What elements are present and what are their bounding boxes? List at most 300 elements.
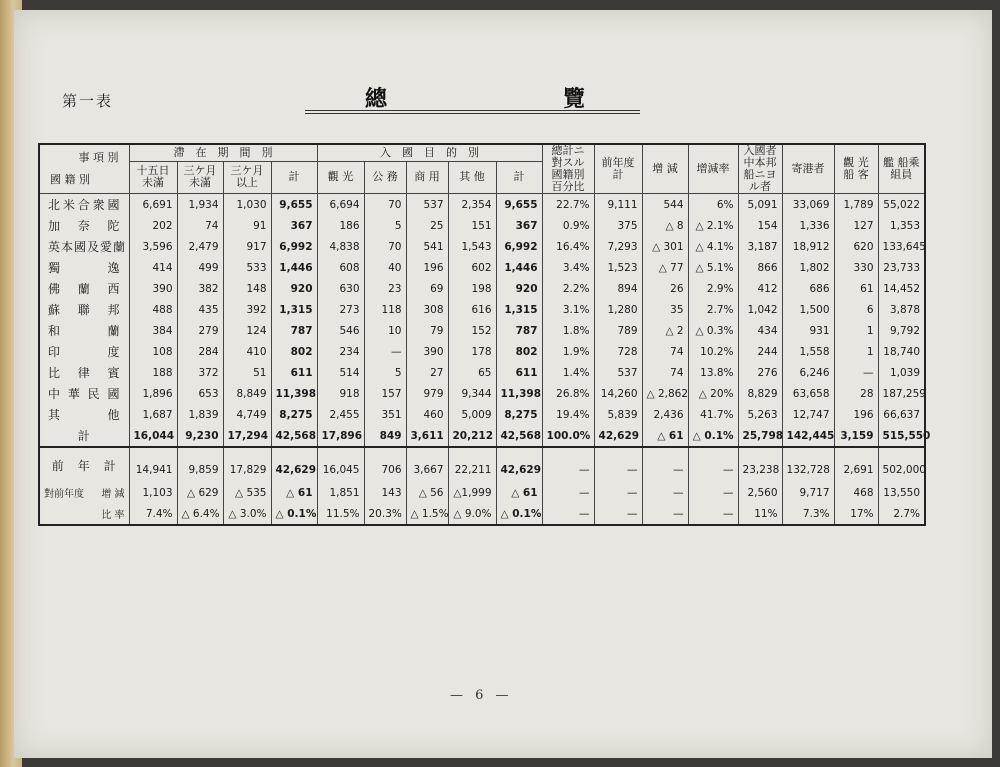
table-cell: 65 bbox=[448, 362, 496, 383]
table-cell: 351 bbox=[364, 404, 406, 425]
table-cell: 17% bbox=[834, 503, 878, 525]
table-cell: 4,749 bbox=[223, 404, 271, 425]
table-cell: 91 bbox=[223, 215, 271, 236]
row-label: 蘇聯邦 bbox=[39, 299, 129, 320]
table-cell: 382 bbox=[177, 278, 223, 299]
table-cell: 1 bbox=[834, 320, 878, 341]
country-row bbox=[39, 215, 925, 236]
table-cell: 276 bbox=[738, 362, 782, 383]
table-cell: 917 bbox=[223, 236, 271, 257]
crew-header: 艦 船乘組員 bbox=[878, 144, 925, 194]
table-cell: △ 301 bbox=[642, 236, 688, 257]
table-cell: △ 0.1% bbox=[688, 425, 738, 447]
japanese-ship-header: 入國者中本邦船ニヨル者 bbox=[738, 144, 782, 194]
table-cell: 920 bbox=[496, 278, 542, 299]
table-cell: △ 0.1% bbox=[271, 503, 317, 525]
table-cell: 894 bbox=[594, 278, 642, 299]
table-cell: 202 bbox=[129, 215, 177, 236]
row-label: 計 bbox=[39, 425, 129, 447]
table-cell: △ 61 bbox=[271, 482, 317, 503]
table-cell: 9,655 bbox=[271, 194, 317, 216]
table-cell: 3,596 bbox=[129, 236, 177, 257]
table-cell: 8,849 bbox=[223, 383, 271, 404]
table-cell: 42,629 bbox=[271, 447, 317, 482]
table-cell: 7,293 bbox=[594, 236, 642, 257]
table-cell: 412 bbox=[738, 278, 782, 299]
table-cell: 544 bbox=[642, 194, 688, 216]
purpose-group-header: 入 國 目 的 別 bbox=[317, 144, 542, 161]
table-cell: 686 bbox=[782, 278, 834, 299]
table-cell: — bbox=[834, 362, 878, 383]
table-cell: △ 20% bbox=[688, 383, 738, 404]
table-cell: 367 bbox=[496, 215, 542, 236]
table-cell: 2,691 bbox=[834, 447, 878, 482]
table-cell: 17,294 bbox=[223, 425, 271, 447]
table-cell: 152 bbox=[448, 320, 496, 341]
compare-label bbox=[39, 503, 129, 525]
table-cell: 3,611 bbox=[406, 425, 448, 447]
table-cell: 602 bbox=[448, 257, 496, 278]
table-cell: △ 61 bbox=[496, 482, 542, 503]
table-cell: 390 bbox=[129, 278, 177, 299]
table-cell: 787 bbox=[496, 320, 542, 341]
table-cell: 133,645 bbox=[878, 236, 925, 257]
table-cell: 460 bbox=[406, 404, 448, 425]
table-cell: 11,398 bbox=[271, 383, 317, 404]
table-cell: 802 bbox=[496, 341, 542, 362]
table-cell: 414 bbox=[129, 257, 177, 278]
table-cell: 2.9% bbox=[688, 278, 738, 299]
row-label: 加奈陀 bbox=[39, 215, 129, 236]
table-cell: 9,655 bbox=[496, 194, 542, 216]
table-cell: 8,829 bbox=[738, 383, 782, 404]
table-cell: 918 bbox=[317, 383, 364, 404]
table-cell: 143 bbox=[364, 482, 406, 503]
corner-header-bottom: 國 籍 別 bbox=[50, 173, 90, 186]
table-cell: 6,691 bbox=[129, 194, 177, 216]
table-cell: 148 bbox=[223, 278, 271, 299]
table-cell: 849 bbox=[364, 425, 406, 447]
table-cell: 28 bbox=[834, 383, 878, 404]
compare-sub-label: 比 率 bbox=[101, 510, 125, 521]
table-cell: 1.9% bbox=[542, 341, 594, 362]
country-row bbox=[39, 341, 925, 362]
table-cell: 2,436 bbox=[642, 404, 688, 425]
stay-col-total: 計 bbox=[271, 161, 317, 193]
table-cell: 284 bbox=[177, 341, 223, 362]
table-cell: 154 bbox=[738, 215, 782, 236]
country-row bbox=[39, 320, 925, 341]
table-cell: 273 bbox=[317, 299, 364, 320]
table-cell: 367 bbox=[271, 215, 317, 236]
table-cell: 118 bbox=[364, 299, 406, 320]
table-cell: 1,687 bbox=[129, 404, 177, 425]
table-cell: △ 2 bbox=[642, 320, 688, 341]
table-cell: 25,798 bbox=[738, 425, 782, 447]
table-cell: 802 bbox=[271, 341, 317, 362]
table-cell: 17,829 bbox=[223, 447, 271, 482]
table-cell: 61 bbox=[834, 278, 878, 299]
table-cell: 9,344 bbox=[448, 383, 496, 404]
table-cell: 74 bbox=[642, 341, 688, 362]
table-cell: — bbox=[542, 503, 594, 525]
table-cell: △ 0.1% bbox=[496, 503, 542, 525]
table-cell: 1,042 bbox=[738, 299, 782, 320]
increase-header: 增 減 bbox=[642, 144, 688, 194]
table-cell: △ 2,862 bbox=[642, 383, 688, 404]
tourist-ship-header: 觀 光船 客 bbox=[834, 144, 878, 194]
country-row bbox=[39, 194, 925, 216]
table-cell: 23,733 bbox=[878, 257, 925, 278]
table-cell: 16,044 bbox=[129, 425, 177, 447]
table-cell: 372 bbox=[177, 362, 223, 383]
table-cell: 8,275 bbox=[271, 404, 317, 425]
table-cell: △ 5.1% bbox=[688, 257, 738, 278]
table-cell: — bbox=[542, 447, 594, 482]
table-cell: — bbox=[688, 503, 738, 525]
table-cell: 787 bbox=[271, 320, 317, 341]
table-cell: 1,103 bbox=[129, 482, 177, 503]
purpose-col-total: 計 bbox=[496, 161, 542, 193]
table-cell: 5,263 bbox=[738, 404, 782, 425]
table-cell: 108 bbox=[129, 341, 177, 362]
table-cell: 1,851 bbox=[317, 482, 364, 503]
row-label: 比律賓 bbox=[39, 362, 129, 383]
table-cell: 931 bbox=[782, 320, 834, 341]
table-cell: 1 bbox=[834, 341, 878, 362]
title-underline bbox=[305, 110, 640, 111]
table-cell: 6,992 bbox=[496, 236, 542, 257]
table-cell: 2,455 bbox=[317, 404, 364, 425]
table-cell: — bbox=[688, 447, 738, 482]
country-row bbox=[39, 299, 925, 320]
table-cell: 22,211 bbox=[448, 447, 496, 482]
table-cell: 16,045 bbox=[317, 447, 364, 482]
table-cell: 6% bbox=[688, 194, 738, 216]
table-cell: 1,896 bbox=[129, 383, 177, 404]
table-cell: 1,315 bbox=[271, 299, 317, 320]
table-cell: 127 bbox=[834, 215, 878, 236]
table-cell: 3.4% bbox=[542, 257, 594, 278]
table-cell: △ 77 bbox=[642, 257, 688, 278]
country-row bbox=[39, 404, 925, 425]
table-cell: 1,839 bbox=[177, 404, 223, 425]
row-label: 佛蘭西 bbox=[39, 278, 129, 299]
table-cell: 63,658 bbox=[782, 383, 834, 404]
table-cell: 541 bbox=[406, 236, 448, 257]
table-cell: 728 bbox=[594, 341, 642, 362]
table-cell: 5,091 bbox=[738, 194, 782, 216]
table-cell: 1,523 bbox=[594, 257, 642, 278]
table-cell: 1,500 bbox=[782, 299, 834, 320]
table-cell: 1,802 bbox=[782, 257, 834, 278]
table-cell: 502,000 bbox=[878, 447, 925, 482]
table-cell: 100.0% bbox=[542, 425, 594, 447]
table-cell: 196 bbox=[406, 257, 448, 278]
table-cell: 41.7% bbox=[688, 404, 738, 425]
table-cell: △ 2.1% bbox=[688, 215, 738, 236]
table-cell: 630 bbox=[317, 278, 364, 299]
table-cell: 330 bbox=[834, 257, 878, 278]
table-cell: 14,941 bbox=[129, 447, 177, 482]
total-row bbox=[39, 425, 925, 447]
table-cell: 19.4% bbox=[542, 404, 594, 425]
table-cell: — bbox=[542, 482, 594, 503]
row-label: 印度 bbox=[39, 341, 129, 362]
table-cell: 42,568 bbox=[496, 425, 542, 447]
table-cell: 6,694 bbox=[317, 194, 364, 216]
table-cell: 132,728 bbox=[782, 447, 834, 482]
stay-col-1: 十五日未滿 bbox=[129, 161, 177, 193]
table-cell: 611 bbox=[496, 362, 542, 383]
table-cell: 979 bbox=[406, 383, 448, 404]
table-cell: — bbox=[594, 503, 642, 525]
table-cell: 3,187 bbox=[738, 236, 782, 257]
table-cell: 789 bbox=[594, 320, 642, 341]
row-label: 北米合衆國 bbox=[39, 194, 129, 216]
table-cell: 499 bbox=[177, 257, 223, 278]
table-cell: 3,159 bbox=[834, 425, 878, 447]
table-cell: — bbox=[642, 482, 688, 503]
table-cell: 537 bbox=[406, 194, 448, 216]
table-cell: 1,543 bbox=[448, 236, 496, 257]
table-cell: 1.8% bbox=[542, 320, 594, 341]
table-cell: 5 bbox=[364, 215, 406, 236]
table-cell: 42,629 bbox=[496, 447, 542, 482]
compare-sub-label: 增 減 bbox=[101, 489, 125, 500]
table-cell: 2,479 bbox=[177, 236, 223, 257]
table-cell: 468 bbox=[834, 482, 878, 503]
table-cell: 25 bbox=[406, 215, 448, 236]
title-char-2: 覽 bbox=[562, 86, 585, 112]
corner-header-top: 事 項 別 bbox=[78, 151, 119, 164]
table-cell: 234 bbox=[317, 341, 364, 362]
stay-period-group-header: 滯 在 期 間 別 bbox=[129, 144, 317, 161]
table-cell: 187,259 bbox=[878, 383, 925, 404]
table-cell: 55,022 bbox=[878, 194, 925, 216]
table-cell: △ 9.0% bbox=[448, 503, 496, 525]
row-label: 其他 bbox=[39, 404, 129, 425]
table-cell: 51 bbox=[223, 362, 271, 383]
table-cell: 35 bbox=[642, 299, 688, 320]
table-cell: 74 bbox=[177, 215, 223, 236]
table-cell: 12,747 bbox=[782, 404, 834, 425]
table-cell: 7.3% bbox=[782, 503, 834, 525]
percentage-header: 總計ニ對スル國籍別百分比 bbox=[542, 144, 594, 194]
compare-group-label: 對前年度 bbox=[44, 489, 84, 500]
table-cell: 537 bbox=[594, 362, 642, 383]
table-cell: 1,030 bbox=[223, 194, 271, 216]
page-title bbox=[305, 82, 645, 113]
table-cell: 66,637 bbox=[878, 404, 925, 425]
table-cell: 611 bbox=[271, 362, 317, 383]
table-cell: 410 bbox=[223, 341, 271, 362]
prev-year-header: 前年度計 bbox=[594, 144, 642, 194]
table-cell: 435 bbox=[177, 299, 223, 320]
table-cell: 124 bbox=[223, 320, 271, 341]
table-cell: 26.8% bbox=[542, 383, 594, 404]
table-cell: 6 bbox=[834, 299, 878, 320]
table-cell: 1,446 bbox=[271, 257, 317, 278]
compare-row-inc bbox=[39, 482, 925, 503]
table-cell: 0.9% bbox=[542, 215, 594, 236]
table-cell: 1,039 bbox=[878, 362, 925, 383]
table-cell: 7.4% bbox=[129, 503, 177, 525]
table-cell: 488 bbox=[129, 299, 177, 320]
table-cell: 42,629 bbox=[594, 425, 642, 447]
table-cell: 1,789 bbox=[834, 194, 878, 216]
table-label: 第一表 bbox=[62, 92, 114, 110]
table-cell: △ 3.0% bbox=[223, 503, 271, 525]
stay-col-3: 三ケ月以上 bbox=[223, 161, 271, 193]
table-cell: 3.1% bbox=[542, 299, 594, 320]
table-cell: 2.7% bbox=[878, 503, 925, 525]
compare-label bbox=[39, 482, 129, 503]
table-cell: — bbox=[594, 447, 642, 482]
table-cell: 2.7% bbox=[688, 299, 738, 320]
table-cell: 188 bbox=[129, 362, 177, 383]
table-cell: 390 bbox=[406, 341, 448, 362]
table-cell: △ 4.1% bbox=[688, 236, 738, 257]
table-cell: — bbox=[642, 447, 688, 482]
table-cell: 151 bbox=[448, 215, 496, 236]
table-cell: 14,260 bbox=[594, 383, 642, 404]
row-label: 中華民國 bbox=[39, 383, 129, 404]
table-cell: 11.5% bbox=[317, 503, 364, 525]
table-cell: 1,315 bbox=[496, 299, 542, 320]
table-cell: 1,280 bbox=[594, 299, 642, 320]
table-cell: 2,560 bbox=[738, 482, 782, 503]
table-cell: 16.4% bbox=[542, 236, 594, 257]
table-cell: 546 bbox=[317, 320, 364, 341]
table-cell: 515,550 bbox=[878, 425, 925, 447]
table-cell: 8,275 bbox=[496, 404, 542, 425]
table-cell: 79 bbox=[406, 320, 448, 341]
table-cell: 866 bbox=[738, 257, 782, 278]
table-cell: 384 bbox=[129, 320, 177, 341]
table-cell: △ 1.5% bbox=[406, 503, 448, 525]
rate-header: 增減率 bbox=[688, 144, 738, 194]
row-label: 和蘭 bbox=[39, 320, 129, 341]
table-cell: 18,912 bbox=[782, 236, 834, 257]
table-cell: 69 bbox=[406, 278, 448, 299]
table-cell: 3,667 bbox=[406, 447, 448, 482]
table-cell: 1,558 bbox=[782, 341, 834, 362]
port-call-header: 寄港者 bbox=[782, 144, 834, 194]
table-cell: 20,212 bbox=[448, 425, 496, 447]
table-cell: 706 bbox=[364, 447, 406, 482]
table-cell: 40 bbox=[364, 257, 406, 278]
table-cell: 4,838 bbox=[317, 236, 364, 257]
country-row bbox=[39, 383, 925, 404]
table-cell: 186 bbox=[317, 215, 364, 236]
table-cell: 608 bbox=[317, 257, 364, 278]
table-cell: 23 bbox=[364, 278, 406, 299]
table-cell: 18,740 bbox=[878, 341, 925, 362]
table-cell: 1,336 bbox=[782, 215, 834, 236]
table-cell: 142,445 bbox=[782, 425, 834, 447]
table-cell: 5,009 bbox=[448, 404, 496, 425]
table-cell: 10.2% bbox=[688, 341, 738, 362]
table-cell: △ 6.4% bbox=[177, 503, 223, 525]
table-cell: 1.4% bbox=[542, 362, 594, 383]
table-cell: 178 bbox=[448, 341, 496, 362]
table-cell: 23,238 bbox=[738, 447, 782, 482]
purpose-col-4: 其 他 bbox=[448, 161, 496, 193]
table-cell: 1,353 bbox=[878, 215, 925, 236]
table-cell: — bbox=[688, 482, 738, 503]
compare-row-rate bbox=[39, 503, 925, 525]
table-cell: — bbox=[594, 482, 642, 503]
table-cell: 74 bbox=[642, 362, 688, 383]
country-row bbox=[39, 278, 925, 299]
table-cell: 70 bbox=[364, 194, 406, 216]
overview-table bbox=[38, 143, 931, 526]
table-cell: 14,452 bbox=[878, 278, 925, 299]
row-label: 前 年 計 bbox=[39, 447, 129, 482]
table-cell: 1,446 bbox=[496, 257, 542, 278]
table-cell: 9,230 bbox=[177, 425, 223, 447]
table-cell: 2,354 bbox=[448, 194, 496, 216]
table-cell: △ 61 bbox=[642, 425, 688, 447]
page-number: — 6 — bbox=[450, 688, 513, 703]
table-cell: 20.3% bbox=[364, 503, 406, 525]
table-cell: 9,717 bbox=[782, 482, 834, 503]
country-row bbox=[39, 257, 925, 278]
table-cell: 616 bbox=[448, 299, 496, 320]
table-cell: 42,568 bbox=[271, 425, 317, 447]
purpose-col-3: 商 用 bbox=[406, 161, 448, 193]
table-cell: △ 0.3% bbox=[688, 320, 738, 341]
purpose-col-2: 公 務 bbox=[364, 161, 406, 193]
table-cell: 1,934 bbox=[177, 194, 223, 216]
table-cell: 3,878 bbox=[878, 299, 925, 320]
table-cell: 653 bbox=[177, 383, 223, 404]
table-cell: 244 bbox=[738, 341, 782, 362]
table-cell: 5 bbox=[364, 362, 406, 383]
title-char-1: 總 bbox=[365, 86, 388, 112]
table-cell: 434 bbox=[738, 320, 782, 341]
title-underline-2 bbox=[305, 113, 640, 114]
table-cell: 27 bbox=[406, 362, 448, 383]
purpose-col-1: 觀 光 bbox=[317, 161, 364, 193]
table-cell: 17,896 bbox=[317, 425, 364, 447]
table-cell: 70 bbox=[364, 236, 406, 257]
table-cell: 157 bbox=[364, 383, 406, 404]
table-cell: 11,398 bbox=[496, 383, 542, 404]
prev-year-row bbox=[39, 447, 925, 482]
table-cell: 392 bbox=[223, 299, 271, 320]
table-cell: 375 bbox=[594, 215, 642, 236]
table-cell: 6,246 bbox=[782, 362, 834, 383]
row-label: 獨逸 bbox=[39, 257, 129, 278]
table-cell: △1,999 bbox=[448, 482, 496, 503]
table-cell: 26 bbox=[642, 278, 688, 299]
table-cell: 13.8% bbox=[688, 362, 738, 383]
table-cell: 10 bbox=[364, 320, 406, 341]
table-cell: 33,069 bbox=[782, 194, 834, 216]
country-row bbox=[39, 236, 925, 257]
table-cell: 533 bbox=[223, 257, 271, 278]
table-cell: △ 8 bbox=[642, 215, 688, 236]
table-cell: △ 56 bbox=[406, 482, 448, 503]
table-cell: 198 bbox=[448, 278, 496, 299]
table-cell: 13,550 bbox=[878, 482, 925, 503]
table-cell: — bbox=[364, 341, 406, 362]
table-cell: 2.2% bbox=[542, 278, 594, 299]
table-cell: 920 bbox=[271, 278, 317, 299]
table-cell: — bbox=[642, 503, 688, 525]
